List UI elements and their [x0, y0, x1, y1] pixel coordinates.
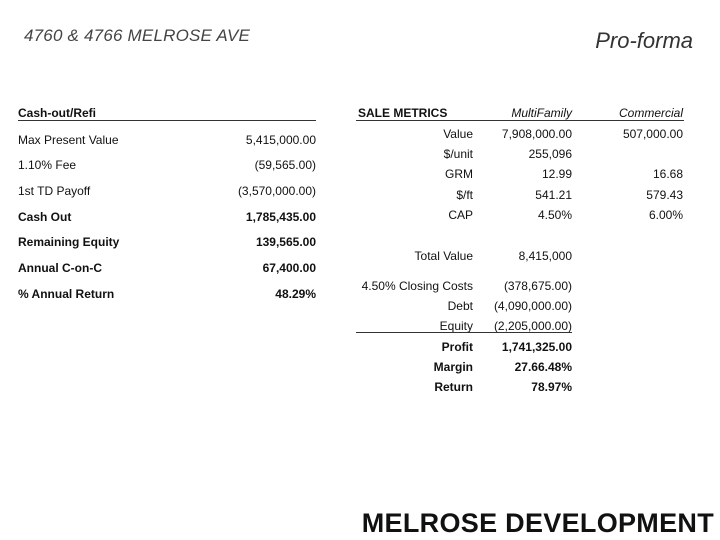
cost-label: 4.50% Closing Costs: [361, 279, 473, 293]
result-label: Margin: [433, 360, 473, 374]
col-header-commercial: Commercial: [618, 106, 683, 120]
metric-multifamily-value: 7,908,000.00: [501, 127, 572, 141]
total-value-label: Total Value: [414, 249, 473, 263]
metric-label: Value: [443, 127, 473, 141]
metric-label: $/unit: [443, 147, 473, 161]
metric-commercial-value: 579.43: [646, 188, 683, 202]
cash-out-row: [18, 133, 316, 149]
row-label: 1.10% Fee: [18, 158, 77, 172]
row-label: 1st TD Payoff: [18, 184, 91, 198]
metric-label: CAP: [448, 208, 473, 222]
col-header-multifamily: MultiFamily: [511, 106, 572, 120]
row-value: (3,570,000.00): [237, 184, 316, 198]
subtotal-rule: [356, 332, 572, 333]
brand-name: MELROSE DEVELOPMENT: [361, 508, 714, 538]
row-value: 5,415,000.00: [245, 133, 316, 147]
metric-multifamily-value: 12.99: [541, 167, 572, 181]
metric-label: GRM: [445, 167, 473, 181]
cash-out-row: [18, 235, 316, 251]
cost-label: Equity: [439, 319, 473, 333]
result-value: 78.97%: [531, 380, 572, 394]
result-label: Profit: [441, 340, 473, 354]
row-label: Cash Out: [18, 210, 72, 224]
metric-commercial-value: 6.00%: [648, 208, 683, 222]
cost-value: (2,205,000.00): [493, 319, 572, 333]
cost-value: (4,090,000.00): [493, 299, 572, 313]
sale-metrics-header: SALE METRICS: [358, 106, 448, 120]
result-value: 1,741,325.00: [501, 340, 572, 354]
metric-multifamily-value: 4.50%: [537, 208, 572, 222]
result-value: 27.66.48%: [514, 360, 572, 374]
property-address: 4760 & 4766 MELROSE AVE: [24, 26, 251, 45]
metric-commercial-value: 16.68: [652, 167, 683, 181]
row-value: 48.29%: [275, 287, 316, 301]
metric-multifamily-value: 541.21: [535, 188, 572, 202]
cash-out-row: [18, 158, 316, 174]
row-label: Remaining Equity: [18, 235, 120, 249]
total-value: 8,415,000: [518, 249, 572, 263]
row-label: Annual C-on-C: [18, 261, 102, 275]
cash-out-row: [18, 210, 316, 226]
row-value: 67,400.00: [262, 261, 316, 275]
cost-label: Debt: [447, 299, 473, 313]
row-label: Max Present Value: [18, 133, 119, 147]
cash-out-header: Cash-out/Refi: [18, 106, 96, 120]
cash-out-row: [18, 184, 316, 200]
row-value: 1,785,435.00: [245, 210, 316, 224]
cash-out-row: [18, 287, 316, 303]
row-value: 139,565.00: [255, 235, 316, 249]
metric-label: $/ft: [456, 188, 473, 202]
metric-multifamily-value: 255,096: [528, 147, 572, 161]
sale-metrics-header-rule: [356, 120, 684, 121]
metric-commercial-value: 507,000.00: [622, 127, 683, 141]
document-type: Pro-forma: [595, 28, 693, 53]
result-label: Return: [434, 380, 473, 394]
row-label: % Annual Return: [18, 287, 115, 301]
cash-out-header-rule: [18, 120, 316, 121]
row-value: (59,565.00): [254, 158, 316, 172]
cost-value: (378,675.00): [503, 279, 572, 293]
cash-out-row: [18, 261, 316, 277]
